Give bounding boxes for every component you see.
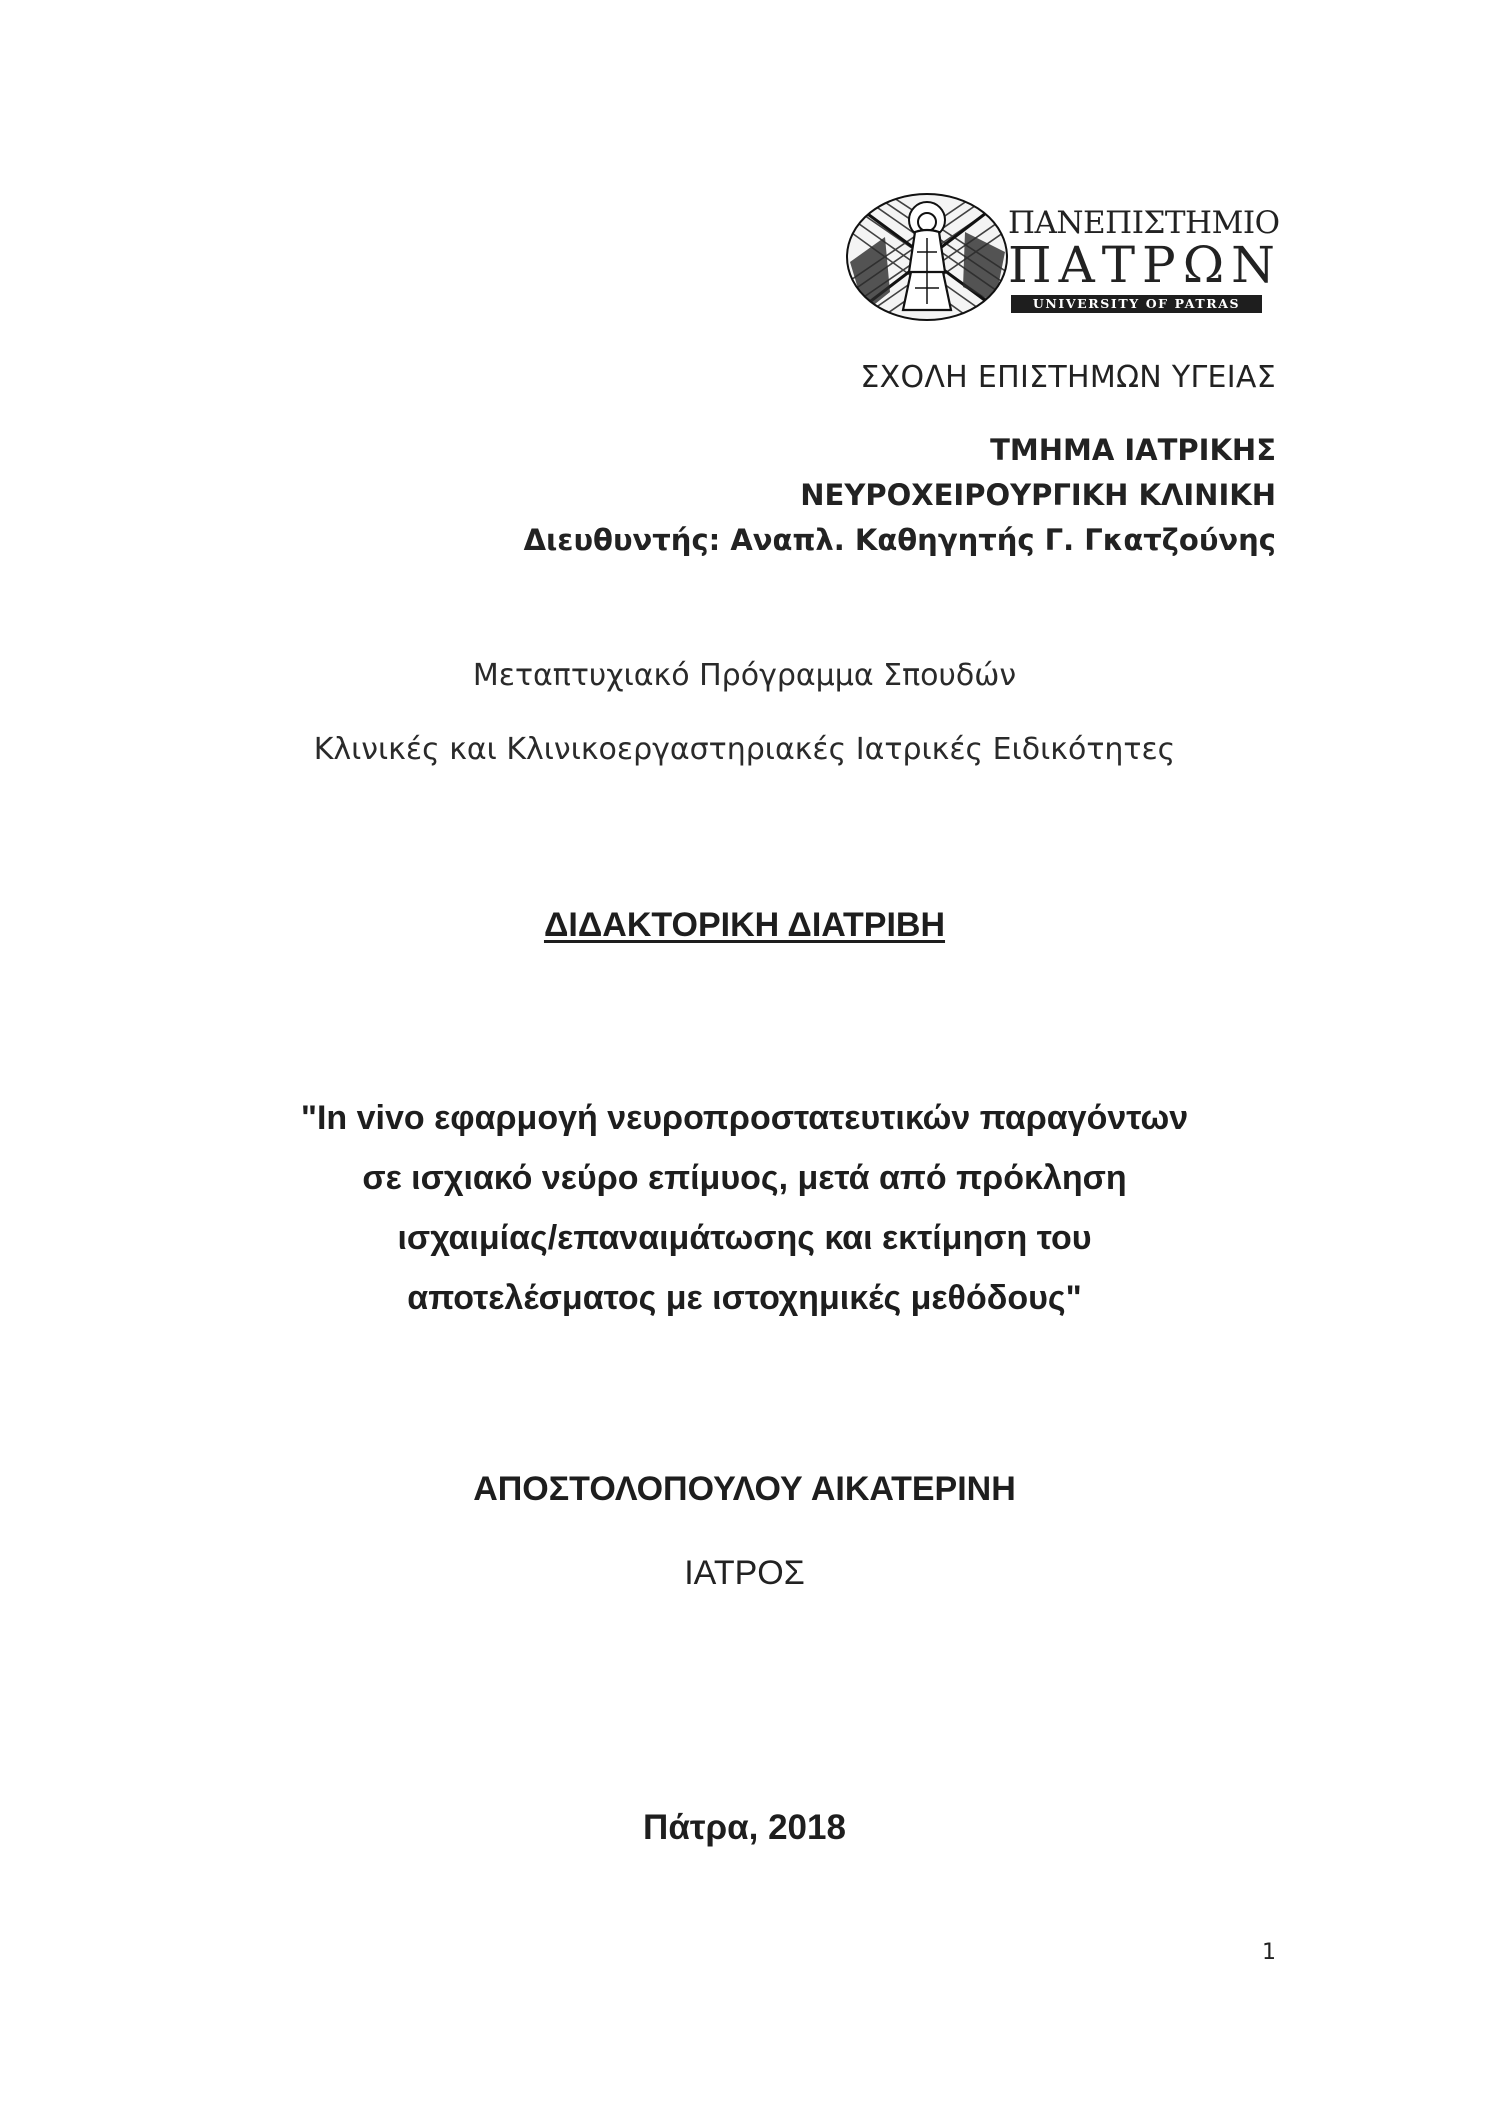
author-name: ΑΠΟΣΤΟΛΟΠΟΥΛΟΥ ΑΙΚΑΤΕΡΙΝΗ [473, 1470, 1016, 1508]
logo-name-line1: ΠΑΝΕΠΙΣΤΗΜΙΟ [1008, 205, 1280, 241]
university-logo-text [1008, 205, 1282, 318]
logo-name-line2: ΠΑΤΡΩΝ [1008, 236, 1282, 294]
clinic-name: ΝΕΥΡΟΧΕΙΡΟΥΡΓΙΚΗ ΚΛΙΝΙΚΗ [800, 478, 1276, 512]
thesis-title [0, 1088, 1489, 1328]
director-line: Διευθυντής: Αναπλ. Καθηγητής Γ. Γκατζούνης [523, 523, 1276, 557]
thesis-title-line: "In vivo εφαρμογή νευροπροστατευτικών παραγόντων [300, 1099, 1189, 1137]
author-role: ΙΑΤΡΟΣ [684, 1554, 805, 1592]
thesis-type: ΔΙΔΑΚΤΟΡΙΚΗ ΔΙΑΤΡΙΒΗ [543, 906, 946, 944]
place-date: Πάτρα, 2018 [643, 1808, 846, 1847]
thesis-title-line: σε ισχιακό νεύρο επίμυος, μετά από πρόκληση [362, 1159, 1127, 1197]
school-name: ΣΧΟΛΗ ΕΠΙΣΤΗΜΩΝ ΥΓΕΙΑΣ [860, 360, 1276, 395]
saint-andrew-emblem-icon [845, 192, 1010, 322]
logo-name-english: UNIVERSITY OF PATRAS [1011, 295, 1262, 313]
university-logo [845, 192, 1282, 322]
department-block [524, 428, 1276, 563]
program-title: Μεταπτυχιακό Πρόγραμμα Σπουδών [472, 658, 1017, 693]
department-name: ΤΜΗΜΑ ΙΑΤΡΙΚΗΣ [990, 433, 1276, 467]
page-number: 1 [1262, 1940, 1276, 1965]
program-subtitle: Κλινικές και Κλινικοεργαστηριακές Ιατρικές Ειδικότητες [313, 732, 1176, 767]
thesis-title-line: αποτελέσματος με ιστοχημικές μεθόδους" [407, 1279, 1082, 1317]
thesis-title-line: ισχαιμίας/επαναιμάτωσης και εκτίμηση του [397, 1219, 1092, 1257]
